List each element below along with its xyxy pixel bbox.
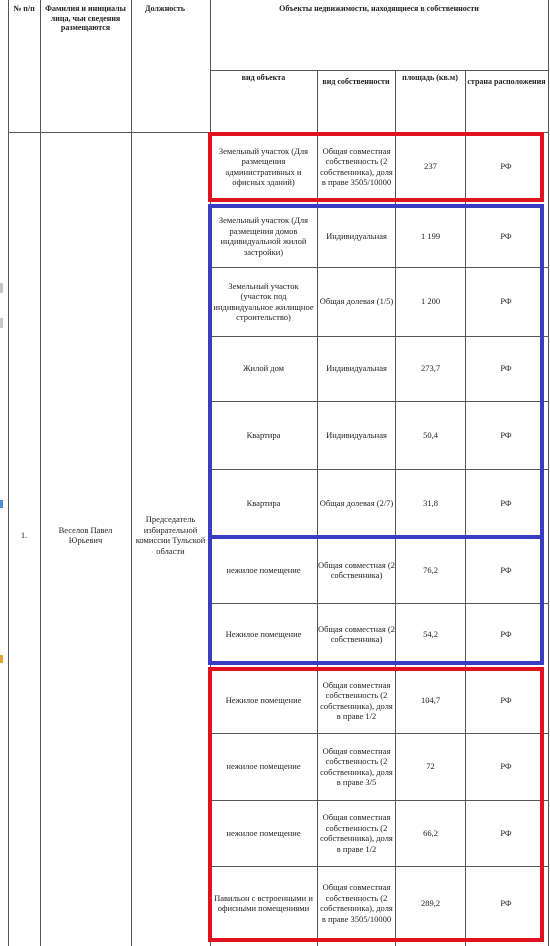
country-cell: РФ: [500, 161, 512, 172]
ownership-cell: Общая долевая (1/5): [319, 296, 394, 307]
area-cell: 66,2: [423, 827, 438, 838]
area-cell: 50,4: [423, 429, 438, 440]
country-cell: РФ: [500, 761, 512, 772]
object-type-cell: нежилое помещение: [226, 564, 301, 575]
country-cell: РФ: [500, 296, 512, 307]
grid-line: [40, 0, 41, 946]
grid-line: [548, 0, 549, 946]
ownership-cell: Индивидуальная: [326, 230, 387, 241]
area-cell: 54,2: [423, 628, 438, 639]
area-cell: 31,8: [423, 497, 438, 508]
country-cell: РФ: [500, 363, 512, 374]
object-type-cell: Земельный участок (Для размещения домов индивидуальной жилой застройки): [218, 215, 309, 257]
area-cell: 1 200: [420, 296, 441, 307]
edge-fragment: [0, 283, 3, 293]
header-position: Должность: [145, 4, 186, 13]
person-num: 1.: [20, 529, 28, 540]
area-cell: 72: [426, 761, 435, 772]
ownership-cell: Общая долевая (2/7): [319, 497, 394, 508]
object-type-cell: нежилое помещение: [226, 827, 301, 838]
ownership-cell: Индивидуальная: [326, 363, 387, 374]
header-area: площадь (кв.м): [402, 73, 458, 83]
person-name: Веселов Павел Юрьевич: [58, 524, 113, 545]
country-cell: РФ: [500, 497, 512, 508]
header-num: № п/п: [13, 4, 35, 13]
person-position: Председатель избирательной комиссии Тульской области: [135, 514, 206, 556]
area-cell: 289,2: [420, 897, 441, 908]
header-objects: Объекты недвижимости, находящиеся в собственности: [279, 4, 479, 13]
header-ownership-type: вид собственности: [322, 77, 390, 87]
object-type-cell: Земельный участок (Для размещения административных и офисных зданий): [218, 145, 309, 187]
object-type-cell: Квартира: [246, 497, 281, 508]
ownership-cell: Общая совместная (2 собственника): [318, 559, 395, 580]
area-cell: 237: [424, 161, 437, 172]
object-type-cell: Жилой дом: [242, 363, 285, 374]
grid-line: [210, 0, 211, 946]
object-type-cell: Квартира: [246, 429, 281, 440]
area-cell: 76,2: [423, 564, 438, 575]
header-country: страна расположения: [467, 77, 546, 87]
grid-line: [131, 0, 132, 946]
ownership-cell: Общая совместная собственность (2 собственника), доля в праве 3505/10000: [320, 882, 393, 924]
area-cell: 104,7: [420, 695, 441, 706]
object-type-cell: Нежилое помещение: [225, 695, 302, 706]
edge-fragment: [0, 500, 3, 508]
country-cell: РФ: [500, 827, 512, 838]
header-object-type: вид объекта: [241, 73, 286, 83]
object-type-cell: нежилое помещение: [226, 761, 301, 772]
object-type-cell: Павильон с встроенными и офисными помещениями: [214, 892, 313, 913]
country-cell: РФ: [500, 695, 512, 706]
ownership-cell: Индивидуальная: [326, 429, 387, 440]
area-cell: 273,7: [420, 363, 441, 374]
grid-line: [8, 132, 548, 133]
edge-fragment: [0, 318, 3, 328]
grid-line: [8, 0, 9, 946]
ownership-cell: Общая совместная собственность (2 собственника), доля в праве 1/2: [320, 812, 393, 854]
country-cell: РФ: [500, 897, 512, 908]
ownership-cell: Общая совместная собственность (2 собственника), доля в праве 3/5: [320, 745, 393, 787]
ownership-cell: Общая совместная собственность (2 собственника), доля в праве 3505/10000: [320, 145, 393, 187]
ownership-cell: Общая совместная собственность (2 собственника), доля в праве 1/2: [320, 679, 393, 721]
header-name: Фамилия и инициалы лица, чьи сведения размещаются: [45, 4, 126, 32]
edge-fragment: [0, 655, 3, 663]
ownership-cell: Общая совместная (2 собственника): [318, 623, 395, 644]
object-type-cell: Земельный участок (участок под индивидуальное жилищное строительство): [213, 280, 314, 322]
object-type-cell: Нежилое помещение: [225, 628, 302, 639]
area-cell: 1 199: [420, 230, 441, 241]
country-cell: РФ: [500, 628, 512, 639]
country-cell: РФ: [500, 429, 512, 440]
country-cell: РФ: [500, 564, 512, 575]
country-cell: РФ: [500, 230, 512, 241]
